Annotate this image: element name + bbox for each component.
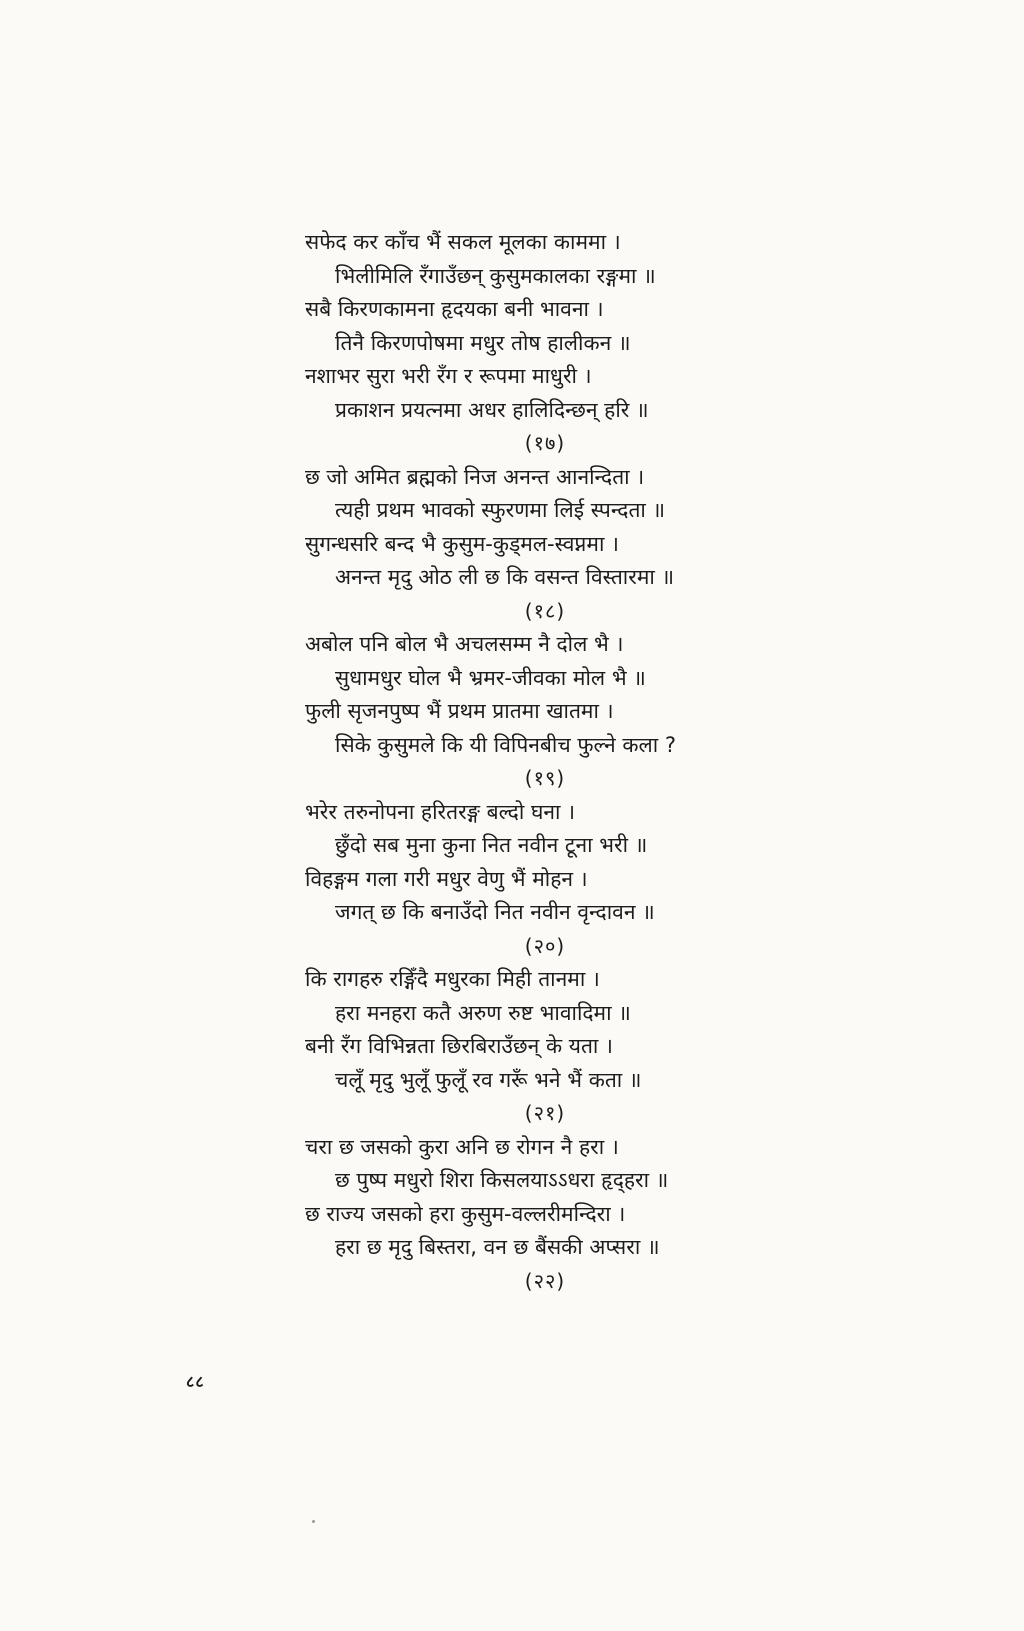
verse-line: छ पुष्प मधुरो शिरा किसलयाऽऽधरा हृद्हरा ॥: [335, 1168, 669, 1192]
verse-line: अनन्त मृदु ओठ ली छ कि वसन्त विस्तारमा ॥: [335, 565, 675, 589]
stanza-number: (२२): [524, 1268, 566, 1293]
verse-line: हरा मनहरा कतै अरुण रुष्ट भावादिमा ॥: [335, 1000, 631, 1025]
stanza-number: (१८): [524, 598, 566, 623]
verse-line: चलूँ मृदु भुलूँ फुलूँ रव गरूँ भने भैं कता ॥: [335, 1067, 642, 1092]
poem-body: [305, 226, 805, 1298]
stanza: [305, 796, 805, 964]
verse-line: प्रकाशन प्रयत्नमा अधर हालिदिन्छन् हरि ॥: [335, 397, 649, 422]
stanza-number: (१९): [524, 766, 566, 790]
stanza-number: (२०): [524, 933, 566, 958]
verse-line: तिनै किरणपोषमा मधुर तोष हालीकन ॥: [335, 330, 631, 355]
stanza: [305, 226, 805, 461]
page-number: ८८: [186, 1372, 205, 1391]
verse-line: छ राज्य जसको हरा कुसुम-वल्लरीमन्दिरा ।: [305, 1201, 626, 1226]
verse-line: चरा छ जसको कुरा अनि छ रोगन नै हरा ।: [305, 1134, 619, 1159]
verse-line: फुली सृजनपुष्प भैं प्रथम प्रातमा खातमा ।: [305, 699, 614, 723]
verse-line: सफेद कर काँच भैं सकल मूलका काममा ।: [305, 230, 621, 254]
verse-line: अबोल पनि बोल भै अचलसम्म नै दोल भै ।: [305, 632, 624, 656]
verse-line: सिके कुसुमले कि यी विपिनबीच फुल्ने कला ?: [335, 732, 676, 757]
verse-line: छ जो अमित ब्रह्मको निज अनन्त आनन्दिता ।: [305, 464, 645, 489]
verse-line: कि रागहरु रङ्गिँदै मधुरका मिही तानमा ।: [305, 967, 600, 991]
stanza-number: (१७): [524, 431, 566, 455]
stanza: [305, 628, 805, 796]
verse-line: सुगन्धसरि बन्द भै कुसुम-कुड्मल-स्वप्नमा ।: [305, 531, 620, 556]
verse-line: भिलीमिलि रँगाउँछन् कुसुमकालका रङ्गमा ॥: [335, 263, 656, 288]
verse-line: विहङ्गम गला गरी मधुर वेणु भैं मोहन ।: [305, 866, 588, 891]
paper-speck: [312, 1520, 315, 1523]
verse-line: नशाभर सुरा भरी रँग र रूपमा माधुरी ।: [305, 364, 592, 388]
verse-line: त्यही प्रथम भावको स्फुरणमा लिई स्पन्दता ॥: [335, 498, 666, 522]
stanza: [305, 963, 805, 1131]
stanza: [305, 1131, 805, 1299]
stanza-number: (२१): [524, 1101, 566, 1125]
verse-line: बनी रँग विभिन्नता छिरबिराउँछन् के यता ।: [305, 1034, 614, 1058]
verse-line: भरेर तरुनोपना हरितरङ्ग बल्दो घना ।: [305, 799, 576, 824]
verse-line: सुधामधुर घोल भै भ्रमर-जीवका मोल भै ॥: [335, 665, 646, 690]
stanza: [305, 461, 805, 629]
verse-line: जगत् छ कि बनाउँदो नित नवीन वृन्दावन ॥: [335, 900, 655, 924]
verse-line: सबै किरणकामना हृदयका बनी भावना ।: [305, 297, 604, 321]
verse-line: छुँदो सब मुना कुना नित नवीन टूना भरी ॥: [335, 833, 648, 857]
verse-line: हरा छ मृदु बिस्तरा, वन छ बैंसकी अप्सरा ॥: [335, 1235, 660, 1259]
